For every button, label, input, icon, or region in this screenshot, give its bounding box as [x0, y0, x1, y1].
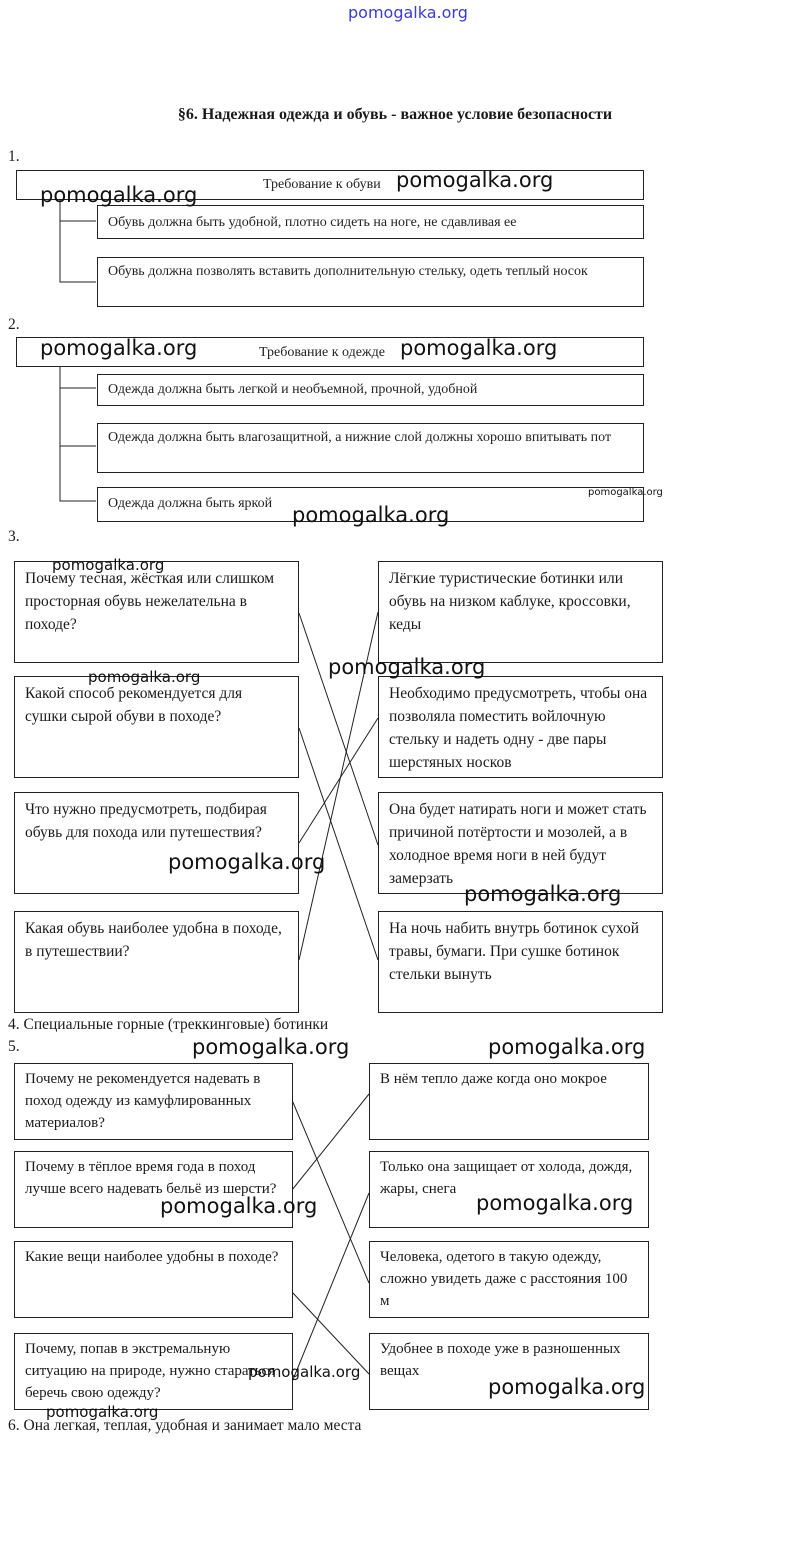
answer-box: Лёгкие туристические ботинки или обувь на низком каблуке, кроссовки, кеды [378, 561, 663, 663]
watermark: pomogalka.org [292, 503, 450, 527]
answer-box: Она будет натирать ноги и может стать причиной потёртости и мозолей, а в холодное время ноги в ней будут замерзать [378, 792, 663, 894]
requirement-box [97, 257, 644, 307]
task-number: 1. [8, 148, 20, 165]
requirement-text: Обувь должна позволять вставить дополнительную стельку, одеть теплый носок [108, 264, 588, 279]
match-line [292, 1292, 369, 1374]
header-text: Требование к обуви [263, 177, 381, 192]
watermark: pomogalka.org [328, 655, 486, 679]
watermark: pomogalka.org [192, 1035, 350, 1059]
match-line [292, 1100, 369, 1283]
watermark: pomogalka.org [40, 336, 198, 360]
site-header: pomogalka.org [348, 3, 468, 22]
requirement-box [97, 423, 644, 473]
task4-answer: 4. Специальные горные (треккинговые) ботинки [8, 1016, 329, 1033]
watermark: pomogalka.org [488, 1035, 646, 1059]
watermark: pomogalka.org [400, 336, 558, 360]
match-line [292, 1193, 369, 1382]
page-title: §6. Надежная одежда и обувь - важное условие безопасности [177, 106, 613, 123]
question-box: Что нужно предусмотреть, подбирая обувь для похода или путешествия? [14, 792, 299, 894]
question-box: Какой способ рекомендуется для сушки сырой обуви в походе? [14, 676, 299, 778]
watermark: pomogalka.org [588, 487, 663, 498]
task-number: 5. [8, 1038, 20, 1055]
answer-box: Человека, одетого в такую одежду, сложно увидеть даже с расстояния 100 м [369, 1241, 649, 1318]
question-box: Какая обувь наиболее удобна в походе, в путешествии? [14, 911, 299, 1013]
answer-box: На ночь набить внутрь ботинок сухой травы, бумаги. При сушке ботинок стельки вынуть [378, 911, 663, 1013]
watermark: pomogalka.org [464, 882, 622, 906]
watermark: pomogalka.org [476, 1191, 634, 1215]
watermark: pomogalka.org [396, 168, 554, 192]
answer-box: Только она защищает от холода, дождя, жары, снега [369, 1151, 649, 1228]
match-line [299, 718, 378, 843]
watermark: pomogalka.org [168, 850, 326, 874]
requirement-text: Обувь должна быть удобной, плотно сидеть на ноге, не сдавливая ее [108, 215, 517, 230]
watermark: pomogalka.org [52, 556, 165, 574]
match-line [299, 613, 378, 845]
watermark: pomogalka.org [488, 1375, 646, 1399]
requirement-box [97, 205, 644, 239]
header-text: Требование к одежде [259, 345, 385, 360]
question-box: Почему тесная, жёсткая или слишком просторная обувь нежелательна в походе? [14, 561, 299, 663]
question-box: Почему не рекомендуется надевать в поход одежду из камуфлированных материалов? [14, 1063, 293, 1140]
question-box: Какие вещи наиболее удобны в походе? [14, 1241, 293, 1318]
task-number: 2. [8, 316, 20, 333]
task-number: 3. [8, 528, 20, 545]
task6-answer: 6. Она легкая, теплая, удобная и занимает мало места [8, 1417, 362, 1434]
match-line [292, 1094, 369, 1190]
requirement-text: Одежда должна быть влагозащитной, а нижние слой должны хорошо впитывать пот [108, 430, 612, 445]
requirement-box [97, 374, 644, 406]
watermark: pomogalka.org [46, 1403, 159, 1421]
match-line [299, 728, 378, 960]
tree-connector [60, 367, 96, 501]
requirement-text: Одежда должна быть легкой и необъемной, прочной, удобной [108, 382, 478, 397]
requirement-text: Одежда должна быть яркой [108, 496, 273, 511]
watermark: pomogalka.org [40, 183, 198, 207]
tree-connector [60, 200, 96, 282]
question-box: Почему в тёплое время года в поход лучше всего надевать бельё из шерсти? [14, 1151, 293, 1228]
answer-box: В нём тепло даже когда оно мокрое [369, 1063, 649, 1140]
watermark: pomogalka.org [160, 1194, 318, 1218]
answer-box: Удобнее в походе уже в разношенных вещах [369, 1333, 649, 1410]
answer-box: Необходимо предусмотреть, чтобы она позволяла поместить войлочную стельку и надеть одну - две пары шерстяных носков [378, 676, 663, 778]
watermark: pomogalka.org [88, 668, 201, 686]
watermark: pomogalka.org [248, 1363, 361, 1381]
question-box: Почему, попав в экстремальную ситуацию на природе, нужно стараться беречь свою одежду? [14, 1333, 293, 1410]
